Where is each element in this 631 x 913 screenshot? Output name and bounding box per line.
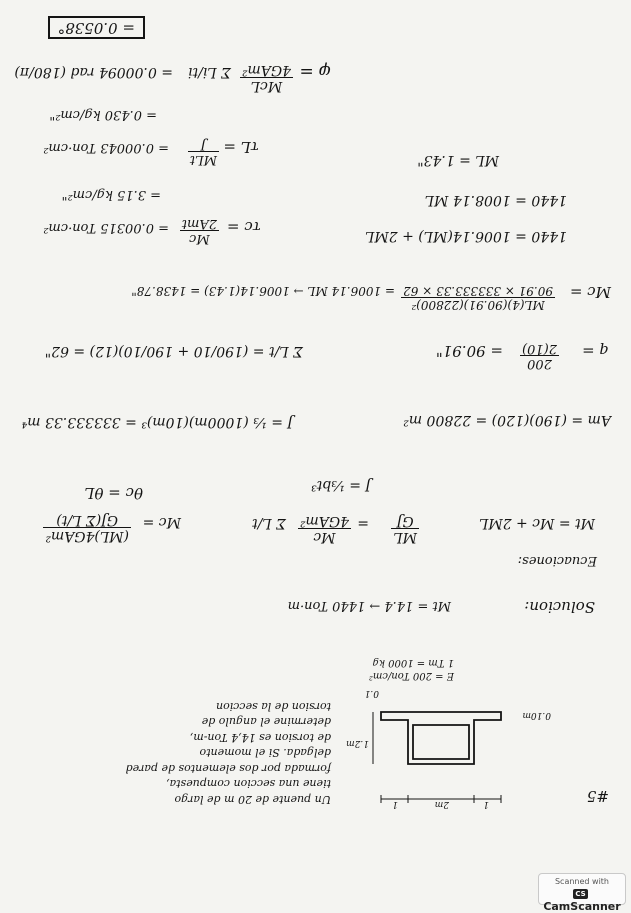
frac-num: Mc: [313, 529, 336, 545]
frac-den: 2(10): [522, 341, 557, 357]
camscanner-logo-icon: CS: [575, 890, 586, 898]
frac-num: Mc: [189, 231, 210, 246]
statement-line: torsion de la seccion: [216, 700, 331, 713]
sum-lt-line: [45, 344, 303, 358]
statement-line: determine el angulo de: [201, 715, 331, 729]
phi-sum: Σ Li/ti: [188, 64, 231, 80]
q-frac: [520, 342, 559, 370]
frac-den: J: [188, 138, 219, 153]
solution-heading: Solucion:: [524, 598, 595, 616]
watermark-brand-text: CamScanner: [543, 900, 621, 913]
problem-statement: [126, 699, 331, 808]
j-formula: J = ⅓bt³: [310, 477, 371, 493]
statement-line: delgada. Si el momento: [199, 746, 331, 760]
tau-l-kg: = 0.430 kg/cm²": [49, 107, 157, 122]
eq-1008: 1440 = 1008.14 ML: [424, 192, 567, 208]
equals-sign: =: [357, 515, 369, 531]
frac-num: ML: [393, 529, 417, 545]
material-line: E = 200 Ton/cm²: [368, 670, 454, 681]
sum-rhs: (190/10 + 190/10)(12) = 62": [44, 343, 249, 359]
tau-c-rhs: = 0.00315 Ton·cm²: [43, 220, 169, 235]
am-area: Am = (190)(120) = 22800 m²: [403, 412, 611, 428]
frac-num: ML(4)(90.91)(22800)²: [411, 298, 545, 312]
section-outline: [381, 712, 501, 764]
mc-line-rhs: = 1006.14 ML → 1006.14(1.43) = 1438.78": [131, 284, 395, 298]
frac-num: (ML)4GAm²: [45, 528, 129, 544]
tau-l-lhs: τL =: [223, 138, 259, 156]
statement-line: de torsion es 14,4 Ton-m,: [189, 731, 331, 744]
frac-den: 4GAm²: [299, 513, 349, 530]
statement-line: formada por dos elementos de pared: [125, 762, 331, 775]
q-result: = 90.91": [435, 342, 503, 360]
frac-den: 90.91 × 333333.33 × 62: [403, 284, 553, 299]
sum-lhs: Σ L/t =: [252, 343, 303, 359]
frac-num: 200: [527, 356, 552, 371]
eq-1440: 1440 = 1006.14(ML) + 2ML: [365, 228, 567, 244]
statement-line: Un puente de 20 m de largo: [174, 793, 331, 806]
frac-den: 2Amt: [181, 216, 217, 232]
material-data: [369, 656, 454, 682]
frac-den: GJ(Σ L/t): [43, 513, 131, 529]
cross-section-sketch: [371, 707, 511, 807]
dim-height: 1.2m: [346, 738, 369, 748]
tau-c-frac: [180, 217, 219, 245]
frac-num: McL: [250, 78, 283, 94]
j-value: J = ⅓ (1000m)(10m)³ = 333333.33 m⁴: [21, 414, 293, 430]
frac-den: GJ: [391, 514, 419, 530]
final-answer: = 0.0538°: [48, 16, 145, 39]
frac-num: MLt: [189, 152, 217, 167]
camscanner-watermark: [538, 873, 626, 913]
mc-line-frac: [401, 285, 555, 311]
mt-conversion: Mt = 14.4 → 1440 Ton·m: [287, 598, 451, 613]
eq-sum-lt: Σ L/t: [252, 515, 286, 531]
mc-formula-lhs: Mc =: [142, 514, 181, 530]
frac-den: 4GAm²: [241, 62, 291, 79]
dim-thick: 0.10m: [522, 710, 551, 720]
watermark-brand: [539, 887, 625, 913]
tau-l-rhs: = 0.00043 Ton·cm²: [43, 140, 169, 155]
phi-lhs: φ =: [299, 61, 331, 81]
watermark-caption: Scanned with: [554, 877, 610, 886]
dim-mid: 2m: [434, 799, 449, 809]
material-line: 1 Tm = 1000 kg: [372, 657, 454, 668]
eq-ml-frac: [391, 514, 419, 544]
dim-right: 1: [392, 799, 398, 809]
eq-mt-sum: Mt = Mc + 2ML: [479, 515, 595, 531]
tau-l-frac: [188, 138, 219, 166]
tau-c-kg: = 3.15 kg/cm²": [61, 187, 161, 202]
q-lhs: q =: [582, 342, 609, 360]
problem-number: #5: [586, 787, 609, 805]
mc-line-lhs: Mc =: [569, 283, 611, 301]
mc-formula-frac: [43, 513, 131, 543]
dim-t-small: 0.1: [364, 688, 379, 698]
tau-c-lhs: τc =: [226, 218, 261, 236]
theta-equality: θc = θL: [84, 484, 143, 502]
eq-mc-frac: [298, 514, 351, 544]
dim-left: 1: [483, 799, 489, 809]
ml-value: ML = 1.43": [417, 152, 499, 168]
phi-frac: [240, 63, 293, 93]
statement-line: tiene una seccion compuesta,: [166, 777, 331, 791]
phi-rhs: = 0.00094 rad (180/π): [14, 64, 173, 80]
ecuaciones-label: Ecuaciones:: [517, 553, 597, 568]
